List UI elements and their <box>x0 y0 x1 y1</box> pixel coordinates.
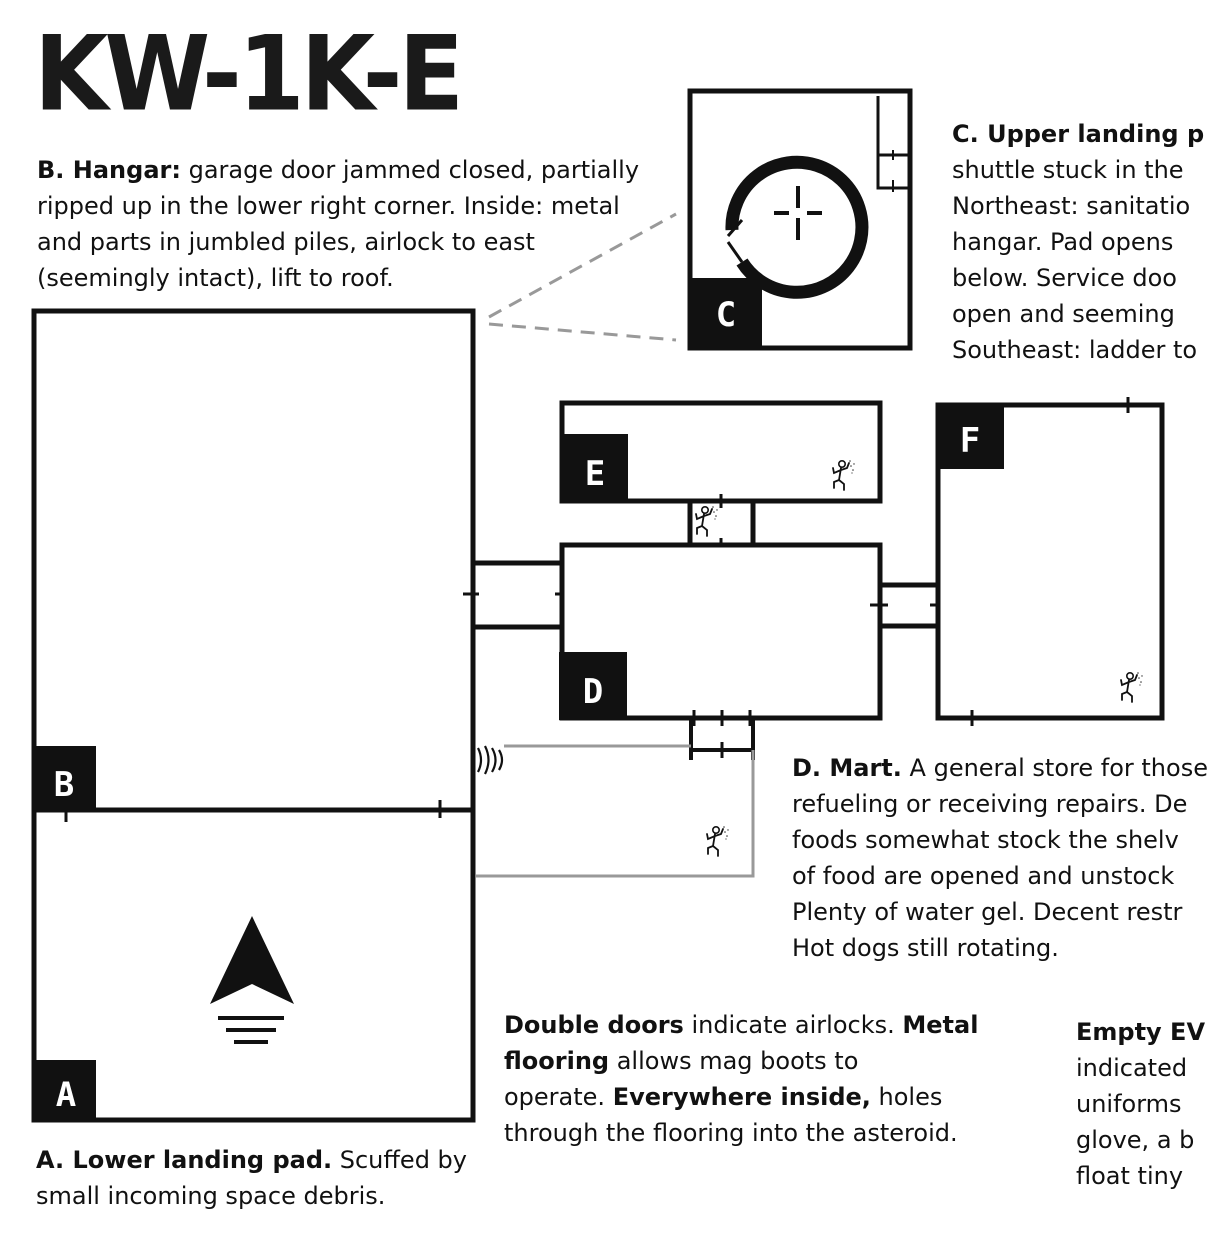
note-empty-ev-line: uniforms <box>1076 1090 1182 1118</box>
room-label-c: C <box>715 295 737 335</box>
note-upper-pad-line: below. Service doo <box>952 264 1177 292</box>
note-hangar-line: garage door jammed closed, partially <box>180 156 640 184</box>
note-empty-ev-heading: Empty EV <box>1076 1018 1206 1046</box>
legend-text: holes <box>870 1083 943 1111</box>
legend-bold: Double doors <box>504 1011 684 1039</box>
note-upper-pad-heading: C. Upper landing p <box>952 120 1205 148</box>
note-mart-line: foods somewhat stock the shelv <box>792 826 1179 854</box>
room-label-a: A <box>55 1075 77 1115</box>
room-label-e: E <box>584 454 606 494</box>
note-mart-heading: D. Mart. <box>792 754 902 782</box>
room-c[interactable] <box>690 91 910 348</box>
room-b-hangar[interactable] <box>34 311 473 812</box>
legend-text: allows mag boots to <box>609 1047 859 1075</box>
note-empty-ev-line: indicated <box>1076 1054 1188 1082</box>
note-mart-line: refueling or receiving repairs. De <box>792 790 1188 818</box>
note-mart-line: Plenty of water gel. Decent restr <box>792 898 1183 926</box>
legend-text: through the flooring into the asteroid. <box>504 1119 958 1147</box>
room-e[interactable] <box>562 403 880 501</box>
note-mart-line: A general store for those <box>901 754 1208 782</box>
corridor-hangar-mart[interactable] <box>463 563 571 627</box>
legend-bold: flooring <box>504 1047 610 1075</box>
note-mart-line: Hot dogs still rotating. <box>792 934 1059 962</box>
ev-suit-icon <box>696 506 718 536</box>
note-hangar-line: ripped up in the lower right corner. Inside: metal <box>37 192 620 220</box>
room-label-d: D <box>582 672 604 712</box>
note-hangar-line: (seemingly intact), lift to roof. <box>37 264 394 292</box>
legend-bold: Metal <box>902 1011 979 1039</box>
signal-waves-icon <box>478 746 502 774</box>
legend-text: indicate airlocks. <box>683 1011 903 1039</box>
map-title: KW-1K-E <box>34 13 461 135</box>
callout-lines <box>489 214 676 340</box>
ev-suit-icon <box>707 826 729 856</box>
note-empty-ev-line: float tiny <box>1076 1162 1184 1190</box>
room-d-mart[interactable] <box>559 545 880 726</box>
note-lower-pad-heading: A. Lower landing pad. <box>36 1146 333 1174</box>
room-label-b: B <box>53 765 75 805</box>
note-upper-pad-line: shuttle stuck in the <box>952 156 1184 184</box>
service-area[interactable] <box>476 718 753 876</box>
room-label-f: F <box>959 421 981 461</box>
legend-bold: Everywhere inside, <box>612 1083 871 1111</box>
room-f[interactable] <box>938 397 1162 726</box>
note-upper-pad-line: Northeast: sanitatio <box>952 192 1191 220</box>
note-upper-pad-line: hangar. Pad opens <box>952 228 1174 256</box>
room-a-lower-pad[interactable] <box>34 800 473 1120</box>
note-upper-pad-line: Southeast: ladder to <box>952 336 1198 364</box>
note-empty-ev-line: glove, a b <box>1076 1126 1195 1154</box>
legend-text: operate. <box>504 1083 613 1111</box>
note-mart-line: of food are opened and unstock <box>792 862 1175 890</box>
note-hangar-line: and parts in jumbled piles, airlock to east <box>37 228 535 256</box>
note-lower-pad-line: small incoming space debris. <box>36 1182 386 1210</box>
note-hangar-heading: B. Hangar: <box>37 156 181 184</box>
note-upper-pad-line: open and seeming <box>952 300 1175 328</box>
note-lower-pad-line: Scuffed by <box>332 1146 467 1174</box>
